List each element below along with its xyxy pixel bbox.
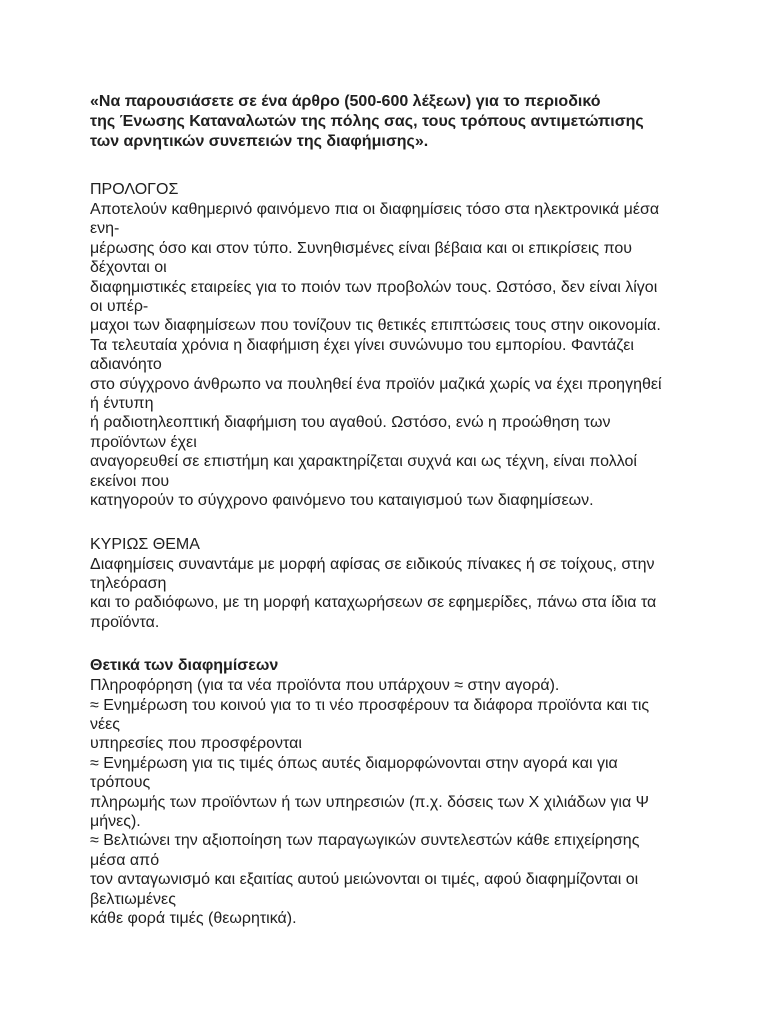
text-line: μέσα από bbox=[90, 851, 160, 869]
main-body bbox=[90, 555, 682, 633]
text-line: μήνες). bbox=[90, 812, 141, 830]
text-line: τον ανταγωνισμό και εξαιτίας αυτού μειώνονται οι τιμές, αφού διαφημίζονται οι bbox=[90, 871, 639, 889]
prompt-line: της Ένωσης Καταναλωτών της πόλης σας, τους τρόπους αντιμετώπισης bbox=[90, 113, 644, 130]
text-line: τρόπους bbox=[90, 774, 151, 792]
text-line: υπηρεσίες που προσφέρονται bbox=[90, 735, 302, 753]
text-line: ≈ Βελτιώνει την αξιοποίηση των παραγωγικών συντελεστών κάθε επιχείρησης bbox=[90, 832, 640, 850]
text-line: προϊόντων έχει bbox=[90, 433, 197, 451]
text-line: αδιανόητο bbox=[90, 356, 162, 374]
text-line: εκείνοι που bbox=[90, 472, 170, 490]
intro-heading: ΠΡΟΛΟΓΟΣ bbox=[90, 181, 179, 198]
text-line: νέες bbox=[90, 715, 120, 733]
text-line: αναγορευθεί σε επιστήμη και χαρακτηρίζεται συχνά και ως τέχνη, είναι πολλοί bbox=[90, 453, 637, 471]
text-line: ή ραδιοτηλεοπτική διαφήμιση του αγαθού. Ωστόσο, ενώ η προώθηση των bbox=[90, 414, 611, 432]
text-line: ή έντυπη bbox=[90, 395, 154, 413]
intro-section bbox=[90, 180, 682, 511]
text-line: ≈ Ενημέρωση για τις τιμές όπως αυτές διαμορφώνονται στην αγορά και για bbox=[90, 754, 618, 772]
prompt-line: «Να παρουσιάσετε σε ένα άρθρο (500-600 λέξεων) για το περιοδικό bbox=[90, 93, 601, 110]
intro-body bbox=[90, 200, 682, 511]
text-line: ≈ Ενημέρωση του κοινού για το τι νέο προσφέρουν τα διάφορα προϊόντα και τις bbox=[90, 696, 650, 714]
text-line: Διαφημίσεις συναντάμε με μορφή αφίσας σε ειδικούς πίνακες ή σε τοίχους, στην bbox=[90, 555, 655, 573]
prompt-line: των αρνητικών συνεπειών της διαφήμισης». bbox=[90, 133, 429, 150]
text-line: οι υπέρ- bbox=[90, 298, 149, 316]
text-line: Αποτελούν καθημερινό φαινόμενο πια οι διαφημίσεις τόσο στα ηλεκτρονικά μέσα bbox=[90, 201, 660, 218]
text-line: Τα τελευταία χρόνια η διαφήμιση έχει γίνει συνώνυμο του εμπορίου. Φαντάζει bbox=[90, 336, 634, 354]
text-line: μέρωσης όσο και στον τύπο. Συνηθισμένες είναι βέβαια και οι επικρίσεις που bbox=[90, 239, 633, 257]
text-line: κάθε φορά τιμές (θεωρητικά). bbox=[90, 910, 297, 927]
assignment-prompt bbox=[90, 92, 682, 152]
text-line: διαφημιστικές εταιρείες για το ποιόν των προβολών τους. Ωστόσο, δεν είναι λίγοι bbox=[90, 278, 658, 296]
text-line: Πληροφόρηση (για τα νέα προϊόντα που υπάρχουν ≈ στην αγορά). bbox=[90, 677, 560, 695]
text-line: δέχονται οι bbox=[90, 259, 167, 277]
positives-heading: Θετικά των διαφημίσεων bbox=[90, 657, 279, 675]
text-line: ενη- bbox=[90, 220, 120, 238]
text-line: και το ραδιόφωνο, με τη μορφή καταχωρήσεων σε εφημερίδες, πάνω στα ίδια τα bbox=[90, 594, 657, 612]
positives-section bbox=[90, 656, 682, 928]
positives-body bbox=[90, 676, 682, 928]
text-line: κατηγορούν το σύγχρονο φαινόμενο του καταιγισμού των διαφημίσεων. bbox=[90, 492, 594, 510]
text-line: στο σύγχρονο άνθρωπο να πουληθεί ένα προϊόν μαζικά χωρίς να έχει προηγηθεί bbox=[90, 375, 662, 393]
main-section bbox=[90, 535, 682, 633]
text-line: μαχοι των διαφημίσεων που τονίζουν τις θετικές επιπτώσεις τους στην οικονομία. bbox=[90, 317, 661, 335]
text-line: βελτιωμένες bbox=[90, 890, 176, 908]
text-line: προϊόντα. bbox=[90, 613, 160, 631]
main-heading: ΚΥΡΙΩΣ ΘΕΜΑ bbox=[90, 535, 200, 553]
text-line: πληρωμής των προϊόντων ή των υπηρεσιών (π.χ. δόσεις των Χ χιλιάδων για Ψ bbox=[90, 793, 650, 811]
text-line: τηλεόραση bbox=[90, 574, 167, 592]
